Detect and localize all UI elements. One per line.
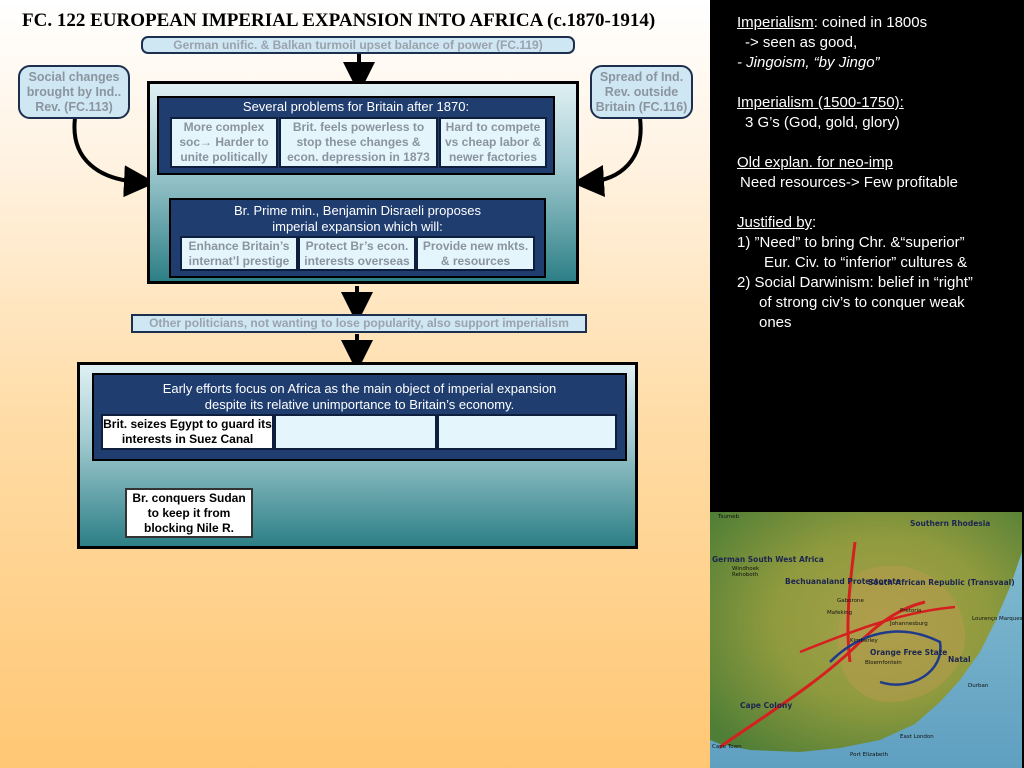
disraeli-item-1: Enhance Britain’s internat’l prestige	[180, 236, 298, 271]
map-label-mafeking: Mafeking	[827, 610, 853, 616]
note-imperialism-def: : coined in 1800s	[813, 14, 928, 31]
arrow-left-cause	[74, 118, 140, 182]
note-jingoism: - Jingoism, “by Jingo”	[737, 54, 880, 71]
map-label-windhoek: Windhoek	[732, 566, 760, 572]
map-label-rehoboth: Rehoboth	[732, 572, 759, 578]
map-label-bloemfontein: Bloemfontein	[865, 660, 902, 666]
note-imperialism-term: Imperialism	[737, 14, 814, 31]
africa-item-empty-2	[437, 414, 617, 450]
map-label-rhodesia: Southern Rhodesia	[910, 519, 991, 528]
top-note-box: German unific. & Balkan turmoil upset balance of power (FC.119)	[141, 36, 575, 54]
problem-item-2: Brit. feels powerless to stop these changes & econ. depression in 1873	[279, 117, 438, 168]
map-label-ofs: Orange Free State	[870, 648, 948, 657]
map-label-kimberley: Kimberley	[850, 638, 878, 644]
note-three-gs: 3 G’s (God, gold, glory)	[745, 114, 900, 131]
map-label-port-elizabeth: Port Elizabeth	[850, 752, 888, 758]
note-justified-term: Justified by	[737, 214, 813, 231]
map-label-natal: Natal	[948, 655, 971, 664]
page-title: FC. 122 EUROPEAN IMPERIAL EXPANSION INTO AFRICA (c.1870-1914)	[22, 10, 656, 31]
problem-item-1: More complex soc→ Harder to unite politically	[170, 117, 278, 168]
note-need-bring: 1) ”Need” to bring Chr. &“superior”	[737, 234, 965, 251]
disraeli-header-line2: imperial expansion which will:	[272, 219, 443, 234]
notes-panel	[737, 13, 1022, 333]
map-label-johannesburg: Johannesburg	[890, 621, 928, 627]
map-label-east-london: East London	[900, 734, 934, 740]
note-social-darwinism: 2) Social Darwinism: belief in “right”	[737, 274, 973, 291]
map-label-gswa: German South West Africa	[712, 555, 824, 564]
note-seen-good: -> seen as good,	[745, 34, 858, 51]
note-justified-colon: :	[812, 214, 817, 231]
africa-header-line1: Early efforts focus on Africa as the main object of imperial expansion	[162, 381, 557, 396]
map-label-gaborone: Gaborone	[837, 598, 864, 604]
africa-item-egypt: Brit. seizes Egypt to guard its interests in Suez Canal	[101, 414, 274, 450]
problems-header: Several problems for Britain after 1870:	[242, 99, 470, 114]
map-label-cape-town: Cape Town	[712, 744, 742, 750]
problem-item-3: Hard to compete vs cheap labor & newer factories	[439, 117, 547, 168]
africa-header-line2: despite its relative unimportance to Britain’s economy.	[204, 397, 515, 412]
map-label-bechuanaland: Bechuanaland Protectorate	[785, 577, 901, 586]
sudan-box: Br. conquers Sudan to keep it from blocking Nile R.	[125, 488, 253, 538]
note-old-explanation: Old explan. for neo-imp	[737, 154, 893, 171]
map-label-transvaal: South African Republic (Transvaal)	[868, 578, 1015, 587]
note-strong-civs: of strong civ’s to conquer weak	[759, 294, 965, 311]
note-ones: ones	[759, 314, 792, 331]
other-politicians-box: Other politicians, not wanting to lose popularity, also support imperialism	[131, 314, 587, 333]
map-label-tsumeb: Tsumeb	[718, 514, 740, 520]
left-cause-box: Social changes brought by Ind.. Rev. (FC.113)	[18, 65, 130, 119]
note-imperialism-1500: Imperialism (1500-1750):	[737, 94, 904, 111]
disraeli-header-line1: Br. Prime min., Benjamin Disraeli proposes	[233, 203, 482, 218]
map-label-pretoria: Pretoria	[900, 608, 922, 614]
map-label-cape: Cape Colony	[740, 701, 793, 710]
southern-africa-map	[710, 512, 1022, 768]
map-label-lourenco: Lourenço Marques	[972, 616, 1022, 622]
note-need-resources: Need resources-> Few profitable	[740, 174, 959, 191]
disraeli-item-3: Provide new mkts. & resources	[416, 236, 535, 271]
right-cause-box: Spread of Ind. Rev. outside Britain (FC.116)	[590, 65, 693, 119]
disraeli-item-2: Protect Br’s econ. interests overseas	[298, 236, 416, 271]
map-label-durban: Durban	[968, 683, 989, 689]
africa-item-empty-1	[274, 414, 437, 450]
note-eur-civ: Eur. Civ. to “inferior” cultures &	[764, 254, 968, 271]
arrow-right-cause	[588, 118, 641, 182]
